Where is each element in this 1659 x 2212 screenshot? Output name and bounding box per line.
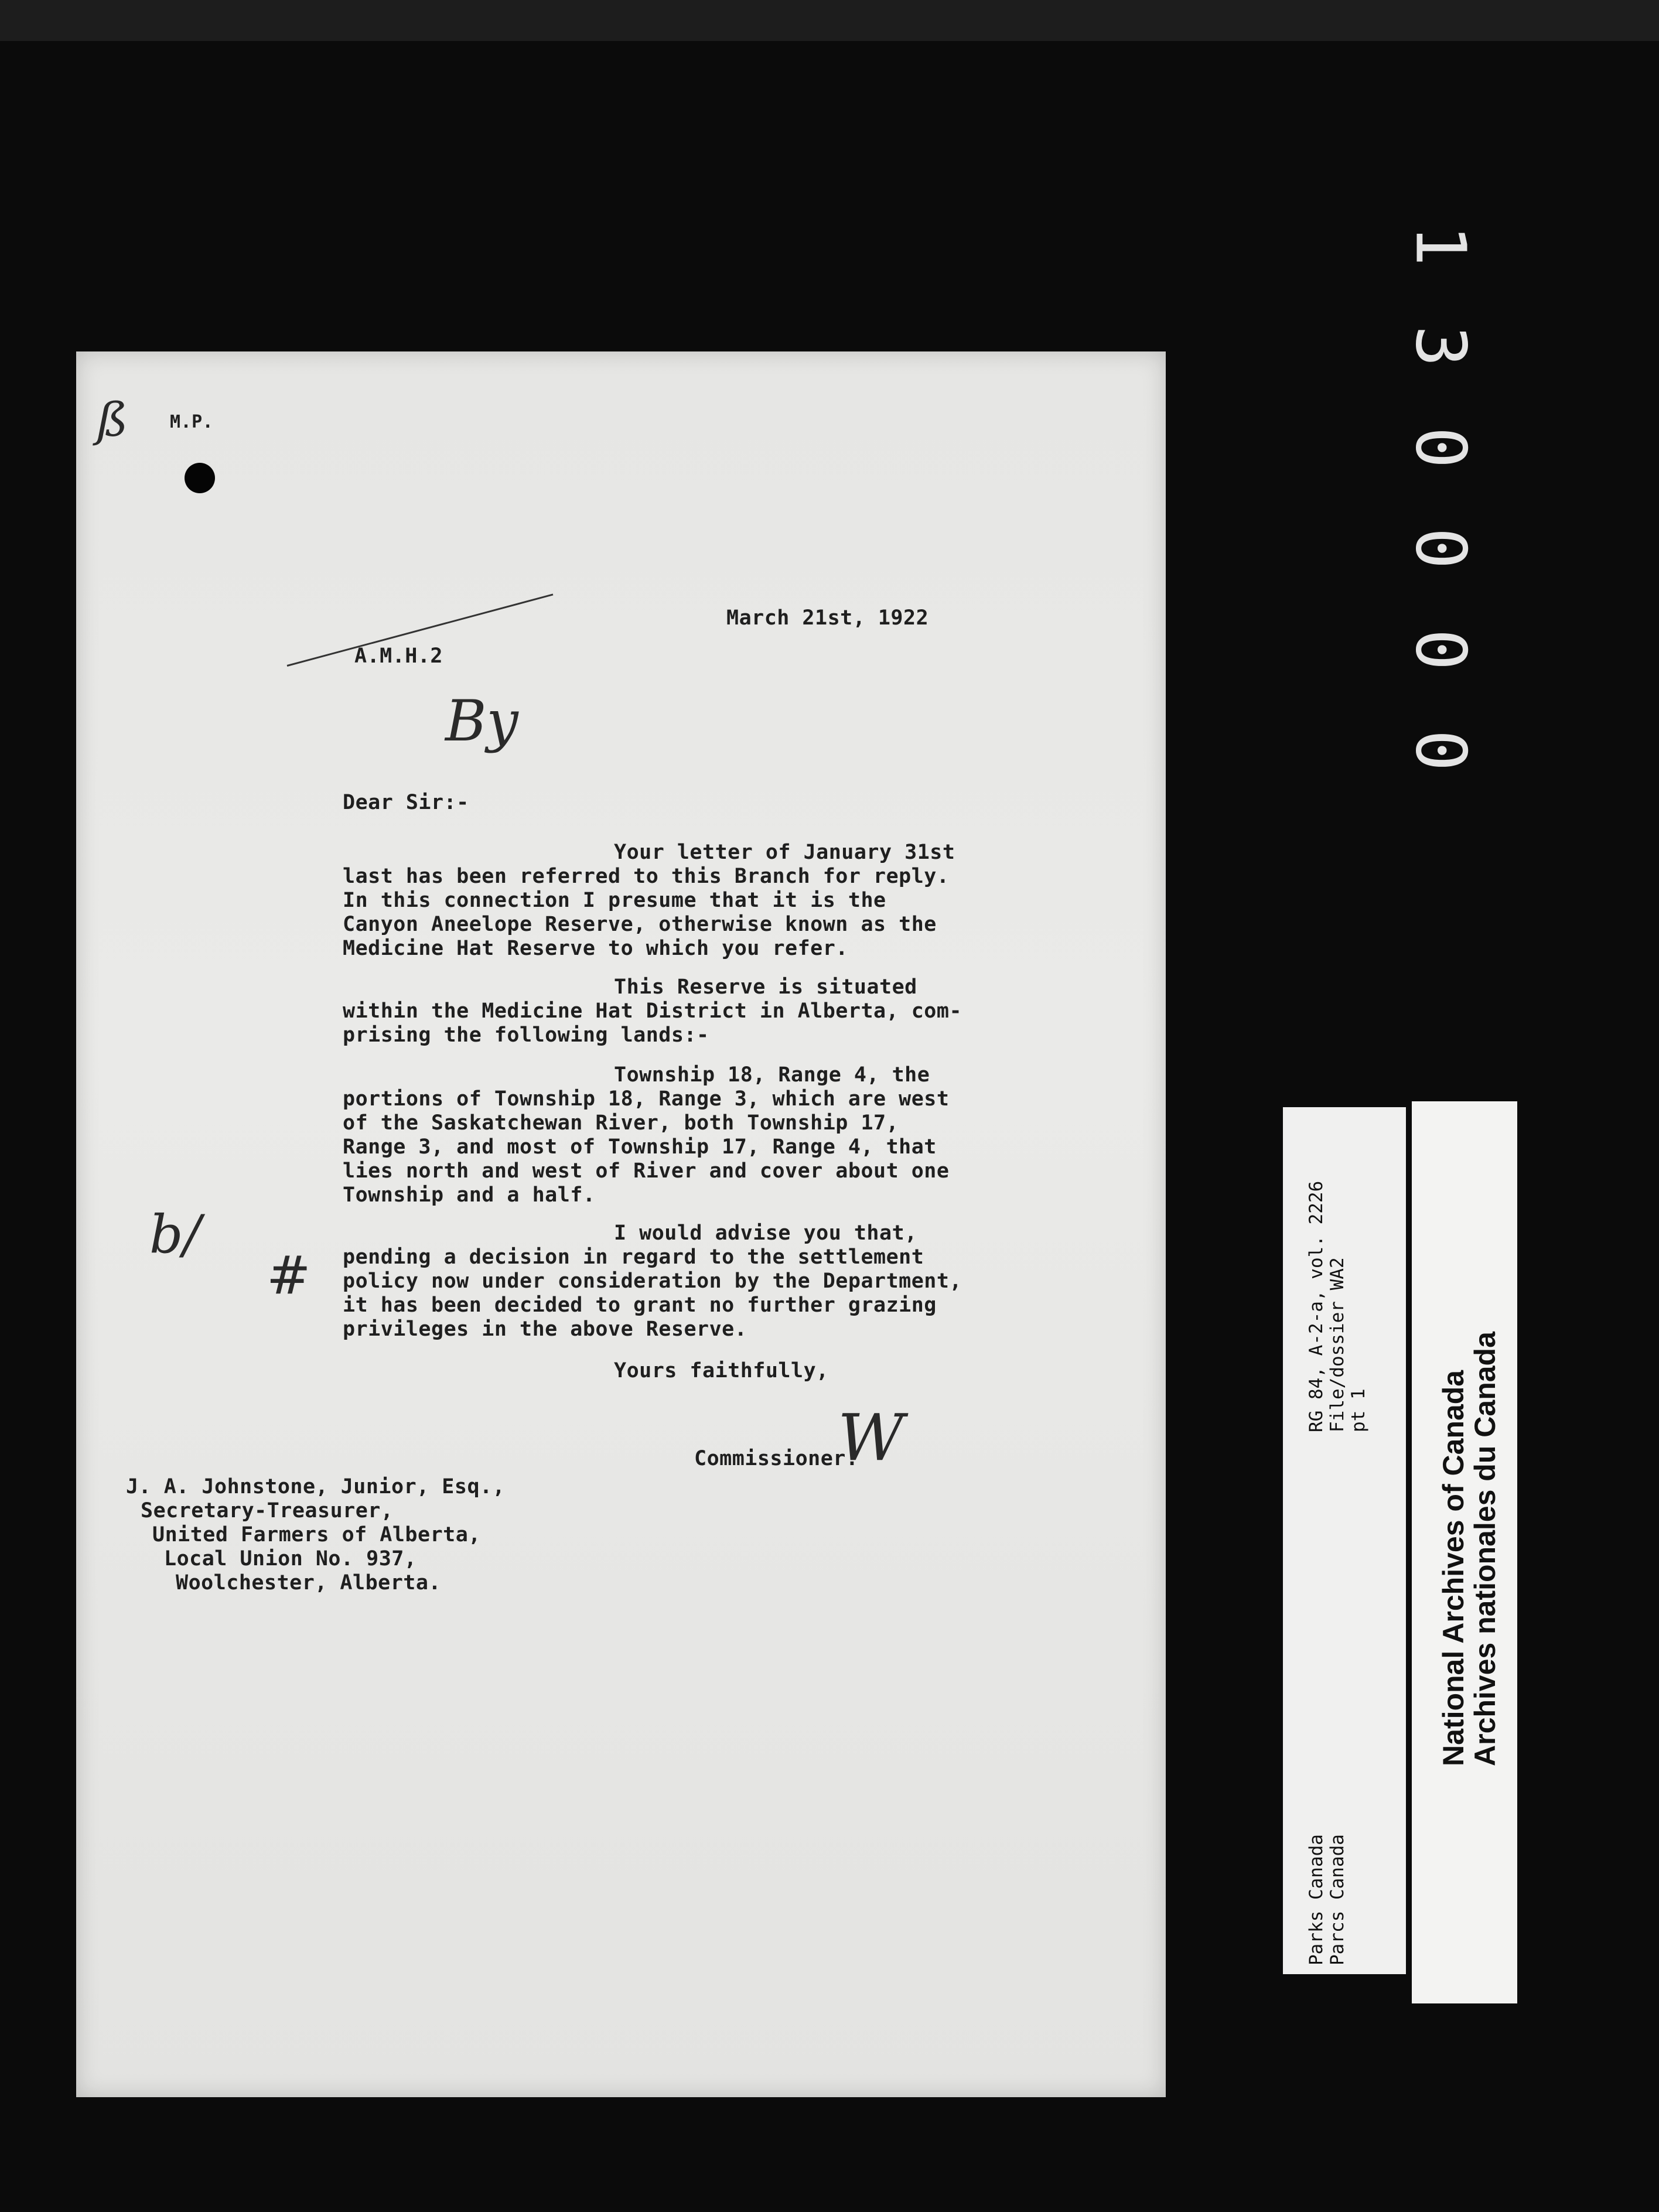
paragraph-line: prising the following lands:- [343, 1023, 709, 1047]
address-line: United Farmers of Alberta, [152, 1523, 481, 1547]
paragraph-line: Range 3, and most of Township 17, Range 4, that [343, 1135, 937, 1159]
paragraph-line: pending a decision in regard to the settlement [343, 1245, 924, 1269]
label-dept-line: Parks Canada [1306, 1834, 1327, 1965]
paragraph-line: This Reserve is situated [614, 975, 917, 999]
address-line: J. A. Johnstone, Junior, Esq., [126, 1475, 506, 1498]
label-ref-line: File/dossier WA2 [1327, 1257, 1348, 1432]
paragraph-line: lies north and west of River and cover about one [343, 1159, 950, 1183]
frame-digit: 1 [1400, 224, 1482, 267]
archive-label-institution [1412, 1101, 1517, 2003]
handwritten-mark: ß [97, 392, 128, 447]
paragraph-line: Township and a half. [343, 1183, 596, 1207]
label-dept-line: Parcs Canada [1327, 1834, 1348, 1965]
paragraph-line: Canyon Aneelope Reserve, otherwise known as the [343, 913, 937, 936]
salutation: Dear Sir:- [343, 791, 469, 814]
address-line: Woolchester, Alberta. [176, 1571, 442, 1595]
paragraph-line: policy now under consideration by the Department, [343, 1269, 962, 1293]
frame-digit: 0 [1400, 729, 1482, 772]
label-ref-line: RG 84, A-2-a, vol. 2226 [1306, 1180, 1327, 1432]
closing: Yours faithfully, [614, 1359, 829, 1383]
handwritten-signature: W [838, 1400, 904, 1475]
punch-hole [185, 463, 215, 493]
letter-page [76, 351, 1166, 2097]
handwritten-mark: # [267, 1245, 311, 1306]
archive-label-reference [1283, 1107, 1406, 1974]
signature-title: Commissioner. [694, 1447, 859, 1470]
paragraph-line: Medicine Hat Reserve to which you refer. [343, 937, 848, 960]
institution-name: Archives nationales du Canada [1469, 1332, 1501, 1766]
institution-name: National Archives of Canada [1437, 1370, 1470, 1766]
paragraph-line: of the Saskatchewan River, both Township 17, [343, 1111, 899, 1135]
paragraph-line: In this connection I presume that it is the [343, 889, 886, 912]
paragraph-line: Your letter of January 31st [614, 841, 955, 864]
address-line: Local Union No. 937, [164, 1547, 417, 1571]
paragraph-line: last has been referred to this Branch for reply. [343, 865, 950, 888]
paragraph-line: portions of Township 18, Range 3, which are west [343, 1087, 950, 1111]
frame-digit: 0 [1400, 426, 1482, 469]
frame-digit: 0 [1400, 629, 1482, 671]
frame-digit: 3 [1400, 325, 1482, 367]
handwritten-mark: b/ [149, 1204, 201, 1265]
paragraph-line: Township 18, Range 4, the [614, 1063, 930, 1087]
frame-digit: 0 [1400, 527, 1482, 569]
frame-number [1394, 211, 1488, 785]
label-ref-line: pt 1 [1348, 1388, 1369, 1432]
file-reference: A.M.H.2 [354, 644, 443, 668]
paragraph-line: within the Medicine Hat District in Alberta, com- [343, 999, 962, 1023]
paragraph-line: privileges in the above Reserve. [343, 1317, 747, 1341]
paragraph-line: it has been decided to grant no further grazing [343, 1293, 937, 1317]
address-line: Secretary-Treasurer, [141, 1499, 394, 1523]
letter-date: March 21st, 1922 [726, 606, 929, 630]
handwritten-initials: By [445, 688, 518, 754]
paragraph-line: I would advise you that, [614, 1221, 917, 1245]
corner-mark: M.P. [170, 412, 214, 432]
film-border [0, 0, 1659, 41]
